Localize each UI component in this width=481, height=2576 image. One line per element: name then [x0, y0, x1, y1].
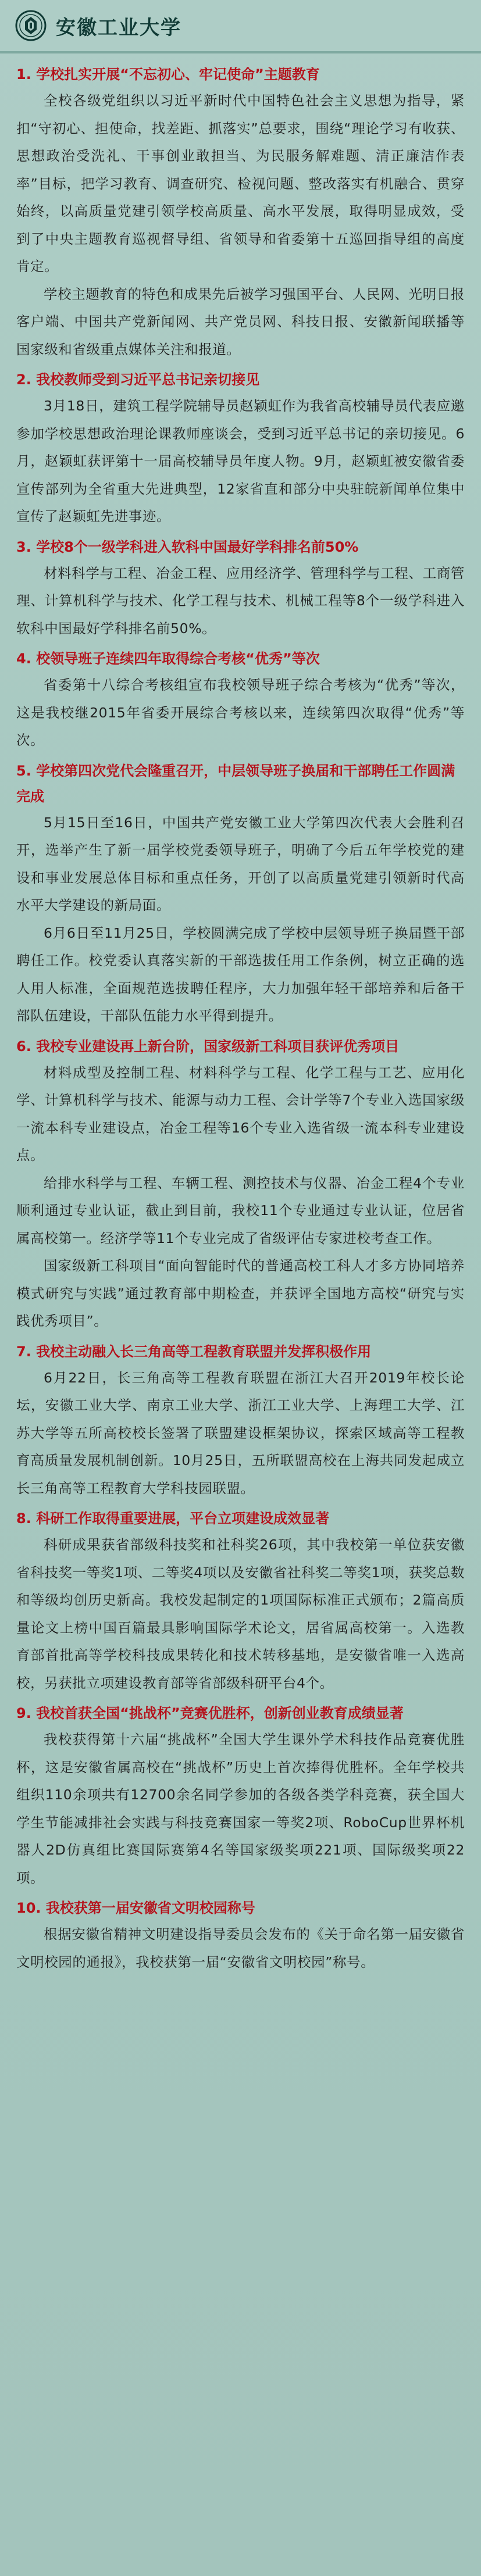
news-item-7: [16, 1339, 465, 1503]
news-item-9: [16, 1700, 465, 1892]
news-paragraph: 科研成果获省部级科技奖和社科奖26项，其中我校第一单位获安徽省科技奖一等奖1项、二等奖4项以及安徽省社科奖二等奖1项，获奖总数和等级均创历史新高。我校发起制定的1项国际标准正式颁布；2篇高质量论文上榜中国百篇最具影响国际学术论文，居省属高校第一。入选教育部首批高等学校科技成果转化和技术转移基地，是安徽省唯一入选高校，另获批立项建设教育部等省部级科研平台4个。: [16, 1537, 465, 1691]
news-item-6: [16, 1034, 465, 1335]
news-title: 8. 科研工作取得重要进展，平台立项建设成效显著: [16, 1510, 330, 1527]
news-item-8: [16, 1506, 465, 1697]
news-title: 4. 校领导班子连续四年取得综合考核“优秀”等次: [16, 651, 320, 667]
news-paragraph: 省委第十八综合考核组宣布我校领导班子综合考核为“优秀”等次，这是我校继2015年省委开展综合考核以来，连续第四次取得“优秀”等次。: [16, 677, 465, 748]
news-paragraph: 3月18日，建筑工程学院辅导员赵颖虹作为我省高校辅导员代表应邀参加学校思想政治理论课教师座谈会，受到习近平总书记的亲切接见。6月，赵颖虹获评第十一届高校辅导员年度人物。9月，赵颖虹被安徽省委宣传部列为全省重大先进典型，12家省直和部分中央驻皖新闻单位集中宣传了赵颖虹先进事迹。: [16, 398, 465, 524]
news-paragraph: 5月15日至16日，中国共产党安徽工业大学第四次代表大会胜利召开，选举产生了新一届学校党委领导班子，明确了今后五年学校党的建设和事业发展总体目标和重点任务，开创了以高质量党建引领新时代高水平大学建设的新局面。: [16, 814, 465, 913]
news-title: 10. 我校获第一届安徽省文明校园称号: [16, 1900, 255, 1916]
news-paragraph: 国家级新工科项目“面向智能时代的普通高校工科人才多方协同培养模式研究与实践”通过教育部中期检查，并获评全国地方高校“研究与实践优秀项目”。: [16, 1257, 465, 1329]
news-title: 9. 我校首获全国“挑战杯”竞赛优胜杯，创新创业教育成绩显著: [16, 1705, 404, 1721]
news-title: 7. 我校主动融入长三角高等工程教育联盟并发挥积极作用: [16, 1343, 372, 1360]
news-paragraph: 我校获得第十六届“挑战杯”全国大学生课外学术科技作品竞赛优胜杯，这是安徽省属高校在“挑战杯”历史上首次捧得优胜杯。全年学校共组织110余项共有12700余名同学参加的各级各类学科竞赛，获全国大学生节能减排社会实践与科技竞赛国家一等奖2项、RoboCup世界杯机器人2D仿真组比赛国际赛第4名等国家级奖项221项、国际级奖项22项。: [16, 1731, 465, 1886]
news-paragraph: 材料成型及控制工程、材料科学与工程、化学工程与工艺、应用化学、计算机科学与技术、能源与动力工程、会计学等7个专业入选国家级一流本科专业建设点，冶金工程等16个专业入选省级一流本科专业建设点。: [16, 1064, 465, 1163]
school-name: 安徽工业大学: [56, 16, 181, 40]
news-paragraph: 6月6日至11月25日，学校圆满完成了学校中层领导班子换届暨干部聘任工作。校党委认真落实新的干部选拔任用工作条例，树立正确的选人用人标准，全面规范选拔聘任程序，大力加强年轻干部培养和后备干部队伍建设，干部队伍能力水平得到提升。: [16, 924, 465, 1024]
news-item-4: [16, 646, 465, 755]
news-title: 6. 我校专业建设再上新台阶，国家级新工科项目获评优秀项目: [16, 1038, 400, 1055]
news-paragraph: 全校各级党组织以习近平新时代中国特色社会主义思想为指导，紧扣“守初心、担使命，找差距、抓落实”总要求，围绕“理论学习有收获、思想政治受洗礼、干事创业敢担当、为民服务解难题、清正廉洁作表率”目标，把学习教育、调查研究、检视问题、整改落实有机融合、贯穿始终，以高质量党建引领学校高质量、高水平发展，取得明显成效，受到了中央主题教育巡视督导组、省领导和省委第十五巡回指导组的高度肯定。: [16, 92, 465, 274]
news-item-3: [16, 534, 465, 643]
news-item-1: [16, 62, 465, 363]
news-title: 1. 学校扎实开展“不忘初心、牢记使命”主题教育: [16, 66, 320, 83]
news-item-2: [16, 367, 465, 531]
news-list: [0, 53, 481, 1976]
news-item-10: [16, 1895, 465, 1976]
news-paragraph: 根据安徽省精神文明建设指导委员会发布的《关于命名第一届安徽省文明校园的通报》，我校获第一届“安徽省文明校园”称号。: [16, 1926, 465, 1970]
header-banner: [0, 0, 481, 53]
university-seal-icon: [15, 10, 47, 41]
news-title: 3. 学校8个一级学科进入软科中国最好学科排名前50%: [16, 538, 359, 555]
news-title: 5. 学校第四次党代会隆重召开，中层领导班子换届和干部聘任工作圆满完成: [16, 762, 455, 805]
news-paragraph: 学校主题教育的特色和成果先后被学习强国平台、人民网、光明日报客户端、中国共产党新闻网、共产党员网、科技日报、安徽新闻联播等国家级和省级重点媒体关注和报道。: [16, 285, 465, 358]
news-paragraph: 6月22日，长三角高等工程教育联盟在浙江大召开2019年校长论坛，安徽工业大学、南京工业大学、浙江工业大学、上海理工大学、江苏大学等五所高校校长签署了联盟建设框架协议，探索区域高等工程教育高质量发展机制创新。10月25日，五所联盟高校在上海共同发起成立长三角高等工程教育大学科技园联盟。: [16, 1369, 465, 1496]
news-item-5: [16, 758, 465, 1030]
news-paragraph: 给排水科学与工程、车辆工程、测控技术与仪器、冶金工程4个专业顺利通过专业认证，截止到目前，我校11个专业通过专业认证，位居省属高校第一。经济学等11个专业完成了省级评估专家进校考查工作。: [16, 1174, 465, 1246]
news-title: 2. 我校教师受到习近平总书记亲切接见: [16, 371, 260, 388]
news-paragraph: 材料科学与工程、冶金工程、应用经济学、管理科学与工程、工商管理、计算机科学与技术、化学工程与技术、机械工程等8个一级学科进入软科中国最好学科排名前50%。: [16, 564, 465, 637]
